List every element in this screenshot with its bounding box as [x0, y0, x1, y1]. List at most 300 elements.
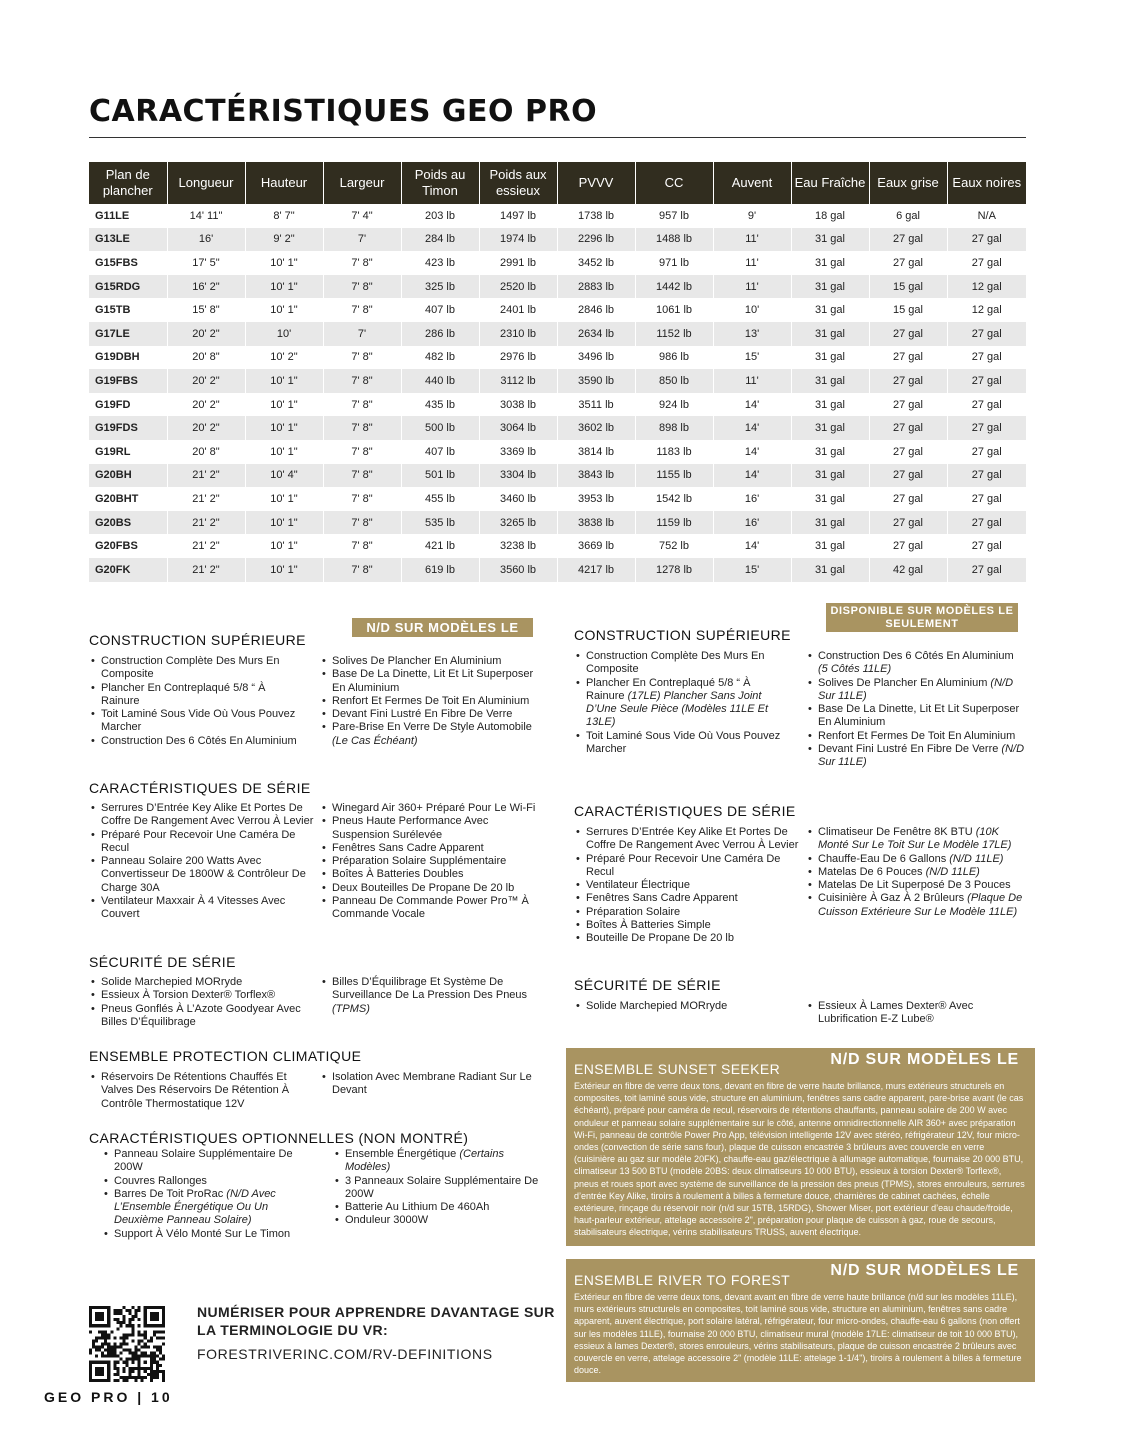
table-cell: 31 gal: [791, 558, 869, 582]
table-cell: 3560 lb: [479, 558, 557, 582]
list-item: [320, 976, 535, 1016]
left-optional-heading: CARACTÉRISTIQUES OPTIONNELLES (NON MONTRÉ): [89, 1130, 469, 1146]
floorplan-cell: G17LE: [89, 322, 167, 346]
river-to-forest-text: Extérieur en fibre de verre deux tons, devant avant en fibre de verre haute brillance (n/d sur les modèles 11LE), murs extérieurs structurels en composites, toit laminé sous vide, structure en aluminium, fenêtres sans cadre apparent, auvent électrique, port solaire latéral, réfrigérateur, four micro-ondes, chauffe-eau 6 gallons (non offert sur les modèles 11LE), fournaise 20 000 BTU, climatiseur mural (modèle 17LE: climatiseur de toit 10 000 BTU), essieux à lames Dexter®, stores enrouleurs, vérins stabilisateurs, plaque de cuisson encastrée 2 brûleurs avec couvercle en verre, attelage accessoire 2" (modèle 11LE: attelage 1-1/4"), tiroirs à roulement à billes à fermeture douce.: [574, 1292, 1022, 1376]
list-item: [320, 655, 545, 668]
left-standard-col1: [89, 802, 314, 922]
table-cell: 3496 lb: [557, 346, 635, 370]
table-cell: 7' 8": [323, 440, 401, 464]
table-cell: 10': [245, 322, 323, 346]
table-cell: 1974 lb: [479, 228, 557, 252]
table-cell: 21' 2": [167, 464, 245, 488]
table-cell: 619 lb: [401, 558, 479, 582]
table-cell: 3669 lb: [557, 534, 635, 558]
list-item: • Toit Laminé Sous Vide Où Vous Pouvez Marcher: [89, 708, 299, 735]
table-cell: 1497 lb: [479, 204, 557, 228]
table-cell: 482 lb: [401, 346, 479, 370]
table-cell: 27 gal: [869, 322, 947, 346]
list-item-text: Construction Des 6 Côtés En Aluminium: [818, 650, 1014, 662]
table-cell: 3460 lb: [479, 487, 557, 511]
table-row: [89, 369, 1026, 393]
left-construction-col2: [320, 655, 545, 748]
table-header-cell: Plan de plancher: [89, 162, 167, 204]
left-optional-col1: [102, 1148, 302, 1241]
table-cell: 10' 2": [245, 346, 323, 370]
table-cell: 31 gal: [791, 346, 869, 370]
table-cell: 535 lb: [401, 511, 479, 535]
list-item-note: (10K Monté Sur Le Toit Sur Le Modèle 17LE): [818, 826, 1012, 852]
title-rule: [89, 137, 1026, 138]
table-cell: 11': [713, 275, 791, 299]
list-item: • Serrures D’Entrée Key Alike Et Portes De Coffre De Rangement Avec Verrou À Levier: [574, 826, 799, 853]
table-header-cell: Auvent: [713, 162, 791, 204]
right-construction-col1: [574, 650, 789, 756]
table-cell: 27 gal: [947, 251, 1026, 275]
table-cell: 27 gal: [947, 511, 1026, 535]
table-cell: 3843 lb: [557, 464, 635, 488]
floorplan-cell: G19FBS: [89, 369, 167, 393]
table-cell: 17' 5": [167, 251, 245, 275]
table-cell: 407 lb: [401, 440, 479, 464]
table-cell: 7' 8": [323, 346, 401, 370]
right-construction-col2: [806, 650, 1026, 770]
list-item-text: Plancher En Contreplaqué 5/8 “ À Rainure: [586, 676, 751, 702]
table-cell: 10' 1": [245, 487, 323, 511]
table-cell: 500 lb: [401, 416, 479, 440]
table-cell: 27 gal: [947, 534, 1026, 558]
list-item-text: Climatiseur De Fenêtre 8K BTU: [818, 826, 976, 838]
list-item-note: (17LE) Plancher Sans Joint D’Une Seule Pièce (Modèles 11LE Et 13LE): [586, 689, 769, 729]
floorplan-cell: G15RDG: [89, 275, 167, 299]
table-cell: 31 gal: [791, 298, 869, 322]
list-item: • Essieux À Lames Dexter® Avec Lubrification E-Z Lube®: [806, 1000, 1006, 1027]
list-item: [320, 721, 545, 748]
table-cell: 15 gal: [869, 275, 947, 299]
right-standard-col1: [574, 826, 799, 946]
table-cell: 20' 2": [167, 369, 245, 393]
table-cell: 42 gal: [869, 558, 947, 582]
table-cell: 2883 lb: [557, 275, 635, 299]
table-cell: 286 lb: [401, 322, 479, 346]
list-item: • Préparé Pour Recevoir Une Caméra De Recul: [574, 853, 799, 880]
table-cell: 21' 2": [167, 487, 245, 511]
floorplan-cell: G19RL: [95, 445, 131, 458]
floorplan-cell: G20BHT: [95, 492, 139, 505]
table-cell: 3814 lb: [557, 440, 635, 464]
table-cell: 7' 8": [323, 511, 401, 535]
table-cell: 10' 1": [245, 511, 323, 535]
table-cell: 27 gal: [869, 346, 947, 370]
table-cell: 31 gal: [791, 534, 869, 558]
table-cell: 27 gal: [869, 393, 947, 417]
list-item-text: Solives De Plancher En Aluminium: [818, 676, 991, 689]
table-row: [89, 346, 1026, 370]
list-item: [806, 703, 1026, 730]
table-cell: 10' 1": [245, 534, 323, 558]
table-cell: 3590 lb: [557, 369, 635, 393]
table-cell: 2296 lb: [557, 228, 635, 252]
list-item: • Boîtes À Batteries Simple: [574, 919, 799, 932]
scan-url-link[interactable]: FORESTRIVERINC.COM/RV-DEFINITIONS: [197, 1346, 493, 1362]
list-item: [333, 1148, 548, 1175]
left-climate-col2: [320, 1071, 545, 1098]
table-cell: 27 gal: [947, 322, 1026, 346]
table-cell: 7': [323, 228, 401, 252]
table-cell: 1159 lb: [635, 511, 713, 535]
table-row: [89, 322, 1026, 346]
table-cell: 203 lb: [401, 204, 479, 228]
qr-code-icon: [89, 1306, 165, 1382]
left-climate-col1: [89, 1071, 314, 1111]
table-cell: 31 gal: [791, 464, 869, 488]
table-cell: 20' 8": [167, 346, 245, 370]
table-cell: 20' 2": [167, 322, 245, 346]
table-cell: 7' 8": [323, 534, 401, 558]
list-item: [333, 1214, 548, 1227]
list-item: • Ventilateur Maxxair À 4 Vitesses Avec Couvert: [89, 895, 314, 922]
table-cell: 27 gal: [869, 440, 947, 464]
table-cell: 11': [713, 251, 791, 275]
table-cell: 325 lb: [401, 275, 479, 299]
list-item: [806, 879, 1026, 892]
table-row: [89, 487, 1026, 511]
table-cell: 16': [167, 228, 245, 252]
table-cell: 21' 2": [167, 511, 245, 535]
sunset-seeker-title: ENSEMBLE SUNSET SEEKER: [574, 1061, 781, 1077]
table-cell: 27 gal: [869, 228, 947, 252]
floorplan-cell: G19DBH: [95, 351, 140, 364]
table-cell: 27 gal: [947, 228, 1026, 252]
list-item: • Fenêtres Sans Cadre Apparent: [574, 892, 799, 905]
table-cell: 7' 8": [323, 251, 401, 275]
table-row: [89, 416, 1026, 440]
table-cell: 27 gal: [947, 558, 1026, 582]
table-cell: 10' 1": [245, 298, 323, 322]
table-header-cell: Largeur: [323, 162, 401, 204]
table-cell: 3238 lb: [479, 534, 557, 558]
list-item-text: Ensemble Énergétique: [345, 1148, 460, 1160]
table-cell: 31 gal: [791, 251, 869, 275]
scan-heading: NUMÉRISER POUR APPRENDRE DAVANTAGE SUR LA TERMINOLOGIE DU VR:: [197, 1304, 555, 1338]
list-item: • Réservoirs De Rétentions Chauffés Et Valves Des Réservoirs De Rétention À Contrôle Thermostatique 12V: [89, 1071, 314, 1111]
left-standard-heading: CARACTÉRISTIQUES DE SÉRIE: [89, 780, 311, 796]
table-cell: 27 gal: [947, 393, 1026, 417]
list-item-text: Support À Vélo Monté Sur Le Timon: [114, 1227, 291, 1240]
table-cell: 1442 lb: [635, 275, 713, 299]
left-safety-col1: [89, 976, 304, 1029]
table-cell: 21' 2": [167, 534, 245, 558]
table-cell: 3511 lb: [557, 393, 635, 417]
table-cell: 1061 lb: [635, 298, 713, 322]
list-item-note: (N/D Sur 11LE): [818, 676, 1014, 702]
list-item: [806, 743, 1026, 770]
table-cell: 27 gal: [869, 416, 947, 440]
floorplan-cell: G15FBS: [95, 256, 138, 269]
list-item: [102, 1148, 302, 1175]
river-to-forest-title: ENSEMBLE RIVER TO FOREST: [574, 1272, 791, 1288]
table-cell: 27 gal: [869, 511, 947, 535]
list-item: • Construction Des 6 Côtés En Aluminium: [89, 735, 299, 748]
list-item-note: (5 Côtés 11LE): [818, 663, 892, 676]
table-cell: 435 lb: [401, 393, 479, 417]
table-cell: 752 lb: [635, 534, 713, 558]
table-cell: 3265 lb: [479, 511, 557, 535]
list-item: • Deux Bouteilles De Propane De 20 lb: [320, 882, 545, 895]
list-item: • Fenêtres Sans Cadre Apparent: [320, 842, 545, 855]
list-item: [320, 668, 545, 695]
table-cell: 924 lb: [635, 393, 713, 417]
list-item: [102, 1188, 302, 1228]
table-header-cell: Poids aux essieux: [479, 162, 557, 204]
table-cell: 7' 8": [323, 487, 401, 511]
table-header-cell: Hauteur: [245, 162, 323, 204]
sunset-seeker-tag: N/D SUR MODÈLES LE: [830, 1051, 1019, 1068]
table-header-row: [89, 162, 1026, 204]
table-cell: 9' 2": [245, 228, 323, 252]
table-cell: 3602 lb: [557, 416, 635, 440]
table-header-cell: Eaux noires: [947, 162, 1026, 204]
sunset-seeker-text: Extérieur en fibre de verre deux tons, devant en fibre de verre haute brillance, murs extérieurs structurels en composites, toit laminé sous vide, structure en aluminium, fenêtres sans cadre apparent, pare-brise avant (le cas échéant), préparé pour caméra de recul, réservoirs de rétentions chauffants, panneau solaire de 200 W avec onduleur et panneau solaire supplémentaire sur le côté, antenne omnidirectionnelle AIR 360+ avec préparation Wi-Fi, panneau de contrôle Power Pro App, télévision intelligente 12V avec stéréo, réfrigérateur 12V, four micro-ondes (convection de série sans four), plaque de cuisson encastrée 3 brûleurs avec couvercle en verre (cuisinière au gaz sur modèle 20FK), chauffe-eau gaz/électrique à allumage automatique, fournaise 20 000 BTU, climatiseur 13 500 BTU (modèle 20BS: deux climatiseurs 10 000 BTU), essieux à torsion Dexter® Torflex®, pneus et roues sport avec système de surveillance de la pression des pneus (TPMS), stores enrouleurs, serrures d’entrée Key Alike, tiroirs à roulement à billes à fermeture douce, charnières de cabinet cachées, échelle extérieure, rinçage du réservoir noir (n/d sur 15TB, 15RDG), Shower Miser, port extérieur d’eau chaude/froide, haut-parleur extérieur, attelage accessoire 2", préparation pour plaque de cuisson à gaz, roue de secours, stabilisateurs électrique, vérins stabilisateurs TRUSS, auvent électrique.: [574, 1081, 1025, 1238]
table-cell: 20' 2": [167, 393, 245, 417]
list-item-text: Pare-Brise En Verre De Style Automobile: [332, 721, 532, 734]
floorplan-cell: G13LE: [89, 228, 167, 252]
list-item-text: Couvres Rallonges: [114, 1174, 207, 1187]
table-cell: 16': [713, 487, 791, 511]
table-cell: 7' 8": [323, 416, 401, 440]
table-header-cell: Longueur: [167, 162, 245, 204]
table-cell: 27 gal: [947, 487, 1026, 511]
list-item: • Plancher En Contreplaqué 5/8 “ À Rainure: [89, 682, 299, 709]
table-cell: 4217 lb: [557, 558, 635, 582]
list-item: • Boîtes À Batteries Doubles: [320, 868, 545, 881]
table-cell: 16': [713, 511, 791, 535]
table-row: [89, 393, 1026, 417]
list-item: • Ventilateur Électrique: [574, 879, 799, 892]
table-cell: 6 gal: [869, 204, 947, 228]
table-body: [89, 204, 1026, 582]
table-cell: 3304 lb: [479, 464, 557, 488]
table-cell: 7' 8": [323, 558, 401, 582]
list-item: • Solide Marchepied MORryde: [89, 976, 304, 989]
table-cell: 10' 1": [245, 251, 323, 275]
table-cell: 27 gal: [947, 369, 1026, 393]
table-cell: 20' 2": [167, 416, 245, 440]
left-safety-heading: SÉCURITÉ DE SÉRIE: [89, 954, 236, 970]
table-cell: 421 lb: [401, 534, 479, 558]
table-cell: 1183 lb: [635, 440, 713, 464]
table-cell: 31 gal: [791, 369, 869, 393]
list-item-note: (N/D 11LE): [949, 852, 1004, 865]
table-cell: 1155 lb: [635, 464, 713, 488]
floorplan-cell: G11LE: [95, 209, 130, 222]
table-cell: 3452 lb: [557, 251, 635, 275]
table-cell: 10': [713, 298, 791, 322]
list-item-text: Barres De Toit ProRac: [114, 1187, 227, 1200]
table-row: [89, 298, 1026, 322]
table-cell: 14': [713, 416, 791, 440]
list-item: • Préparation Solaire Supplémentaire: [320, 855, 545, 868]
list-item: [102, 1175, 302, 1188]
list-item: [333, 1175, 548, 1202]
list-item: • Winegard Air 360+ Préparé Pour Le Wi-Fi: [320, 802, 545, 815]
list-item: [806, 650, 1026, 677]
table-cell: 7': [323, 322, 401, 346]
list-item-note: (N/D 11LE): [925, 865, 980, 878]
table-cell: 10' 1": [245, 416, 323, 440]
table-row: [89, 534, 1026, 558]
table-cell: 3838 lb: [557, 511, 635, 535]
list-item-note: (Le Cas Échéant): [332, 734, 418, 747]
table-header-cell: Poids au Timon: [401, 162, 479, 204]
table-row: [89, 440, 1026, 464]
list-item: • Construction Complète Des Murs En Composite: [89, 655, 299, 682]
list-item: • Pneus Gonflés À L’Azote Goodyear Avec Billes D’Équilibrage: [89, 1003, 304, 1030]
table-cell: 27 gal: [869, 369, 947, 393]
list-item: [806, 866, 1026, 879]
table-cell: 8' 7": [245, 204, 323, 228]
table-header-cell: CC: [635, 162, 713, 204]
left-badge: N/D SUR MODÈLES LE: [352, 618, 533, 637]
table-cell: 31 gal: [791, 511, 869, 535]
table-cell: 1488 lb: [635, 228, 713, 252]
table-cell: 10' 1": [245, 440, 323, 464]
list-item-text: Devant Fini Lustré En Fibre De Verre: [818, 743, 1002, 756]
right-badge: DISPONIBLE SUR MODÈLES LE SEULEMENT: [826, 603, 1018, 632]
table-cell: 15' 8": [167, 298, 245, 322]
table-cell: 15': [713, 558, 791, 582]
list-item: • Préparé Pour Recevoir Une Caméra De Recul: [89, 829, 314, 856]
table-row: [89, 204, 1026, 228]
list-item: • Préparation Solaire: [574, 906, 799, 919]
table-cell: 18 gal: [791, 204, 869, 228]
left-climate-heading: ENSEMBLE PROTECTION CLIMATIQUE: [89, 1048, 362, 1064]
left-standard-col2: [320, 802, 545, 922]
left-safety-col2: [320, 976, 535, 1016]
table-cell: 27 gal: [869, 534, 947, 558]
table-cell: 7' 8": [323, 298, 401, 322]
table-cell: 12 gal: [947, 275, 1026, 299]
list-item: • Panneau Solaire 200 Watts Avec Convertisseur De 1800W & Contrôleur De Charge 30A: [89, 855, 314, 895]
right-standard-heading: CARACTÉRISTIQUES DE SÉRIE: [574, 803, 796, 819]
table-cell: 27 gal: [869, 464, 947, 488]
list-item-text: 3 Panneaux Solaire Supplémentaire De 200W: [345, 1174, 539, 1200]
list-item-text: Toit Laminé Sous Vide Où Vous Pouvez Marcher: [586, 729, 781, 756]
table-cell: 7' 4": [323, 204, 401, 228]
list-item-text: Onduleur 3000W: [345, 1214, 429, 1227]
table-row: [89, 275, 1026, 299]
list-item-text: Chauffe-Eau De 6 Gallons: [818, 852, 950, 865]
list-item-note: (TPMS): [332, 1002, 370, 1015]
list-item: • Essieux À Torsion Dexter® Torflex®: [89, 989, 304, 1002]
table-cell: 2520 lb: [479, 275, 557, 299]
table-cell: 14': [713, 440, 791, 464]
floorplan-cell: G19FD: [95, 398, 131, 411]
page-footer: GEO PRO | 10: [44, 1389, 173, 1405]
table-cell: 31 gal: [791, 487, 869, 511]
table-cell: 27 gal: [947, 346, 1026, 370]
list-item-text: Base De La Dinette, Lit Et Lit Superposer En Aluminium: [332, 668, 534, 694]
list-item: [574, 730, 789, 757]
list-item-text: Renfort Et Fermes De Toit En Aluminium: [818, 729, 1016, 742]
list-item: [806, 826, 1026, 853]
table-cell: 14': [713, 534, 791, 558]
list-item-note: (N/D Avec L’Ensemble Énergétique Ou Un Deuxième Panneau Solaire): [114, 1187, 276, 1227]
table-cell: 7' 8": [323, 369, 401, 393]
table-cell: 7' 8": [323, 464, 401, 488]
list-item-text: Batterie Au Lithium De 460Ah: [345, 1201, 490, 1214]
table-header-cell: Eau Fraîche: [791, 162, 869, 204]
table-cell: 957 lb: [635, 204, 713, 228]
table-cell: 31 gal: [791, 228, 869, 252]
table-row: [89, 558, 1026, 582]
right-safety-col2: [806, 1000, 1006, 1027]
table-cell: 7' 8": [323, 275, 401, 299]
list-item: • Solide Marchepied MORryde: [574, 1000, 794, 1013]
list-item: • Bouteille De Propane De 20 lb: [574, 932, 799, 945]
table-cell: 3064 lb: [479, 416, 557, 440]
table-cell: 9': [713, 204, 791, 228]
table-cell: 971 lb: [635, 251, 713, 275]
table-cell: 7' 8": [323, 393, 401, 417]
table-cell: 16' 2": [167, 275, 245, 299]
list-item: [333, 1201, 548, 1214]
table-cell: 11': [713, 369, 791, 393]
table-cell: 1738 lb: [557, 204, 635, 228]
list-item: [806, 853, 1026, 866]
floorplan-cell: G20FK: [89, 558, 167, 582]
list-item-text: Base De La Dinette, Lit Et Lit Superposer En Aluminium: [818, 703, 1020, 729]
table-header-cell: Eaux grise: [869, 162, 947, 204]
table-cell: 423 lb: [401, 251, 479, 275]
table-cell: 407 lb: [401, 298, 479, 322]
table-row: [89, 251, 1026, 275]
table-cell: 284 lb: [401, 228, 479, 252]
table-cell: 3112 lb: [479, 369, 557, 393]
list-item-text: Matelas De Lit Superposé De 3 Pouces: [818, 879, 1011, 892]
table-cell: 12 gal: [947, 298, 1026, 322]
table-cell: 850 lb: [635, 369, 713, 393]
table-cell: 3953 lb: [557, 487, 635, 511]
list-item: • Pneus Haute Performance Avec Suspension Surélevée: [320, 815, 545, 842]
table-cell: 1542 lb: [635, 487, 713, 511]
table-cell: 14': [713, 464, 791, 488]
table-row: [89, 464, 1026, 488]
list-item-note: (Plaque De Cuisson Extérieure Sur Le Modèle 11LE): [818, 892, 1023, 918]
table-cell: 20' 8": [167, 440, 245, 464]
table-cell: 2634 lb: [557, 322, 635, 346]
table-cell: 10' 4": [245, 464, 323, 488]
table-cell: 31 gal: [791, 322, 869, 346]
list-item: • Serrures D’Entrée Key Alike Et Portes De Coffre De Rangement Avec Verrou À Levier: [89, 802, 314, 829]
table-header-cell: PVVV: [557, 162, 635, 204]
list-item-note: (Certains Modèles): [345, 1148, 504, 1174]
table-cell: 31 gal: [791, 440, 869, 464]
table-cell: 1152 lb: [635, 322, 713, 346]
list-item: [320, 695, 545, 708]
list-item-text: Construction Complète Des Murs En Composite: [586, 650, 765, 676]
list-item: [574, 650, 789, 677]
table-cell: 15': [713, 346, 791, 370]
table-cell: 1278 lb: [635, 558, 713, 582]
list-item-text: Cuisinière À Gaz À 2 Brûleurs: [818, 892, 968, 905]
left-construction-heading: CONSTRUCTION SUPÉRIEURE: [89, 632, 306, 648]
table-cell: 2976 lb: [479, 346, 557, 370]
table-row: [89, 511, 1026, 535]
table-cell: 898 lb: [635, 416, 713, 440]
floorplan-cell: G15TB: [95, 304, 131, 317]
table-cell: 11': [713, 228, 791, 252]
table-cell: 3038 lb: [479, 393, 557, 417]
